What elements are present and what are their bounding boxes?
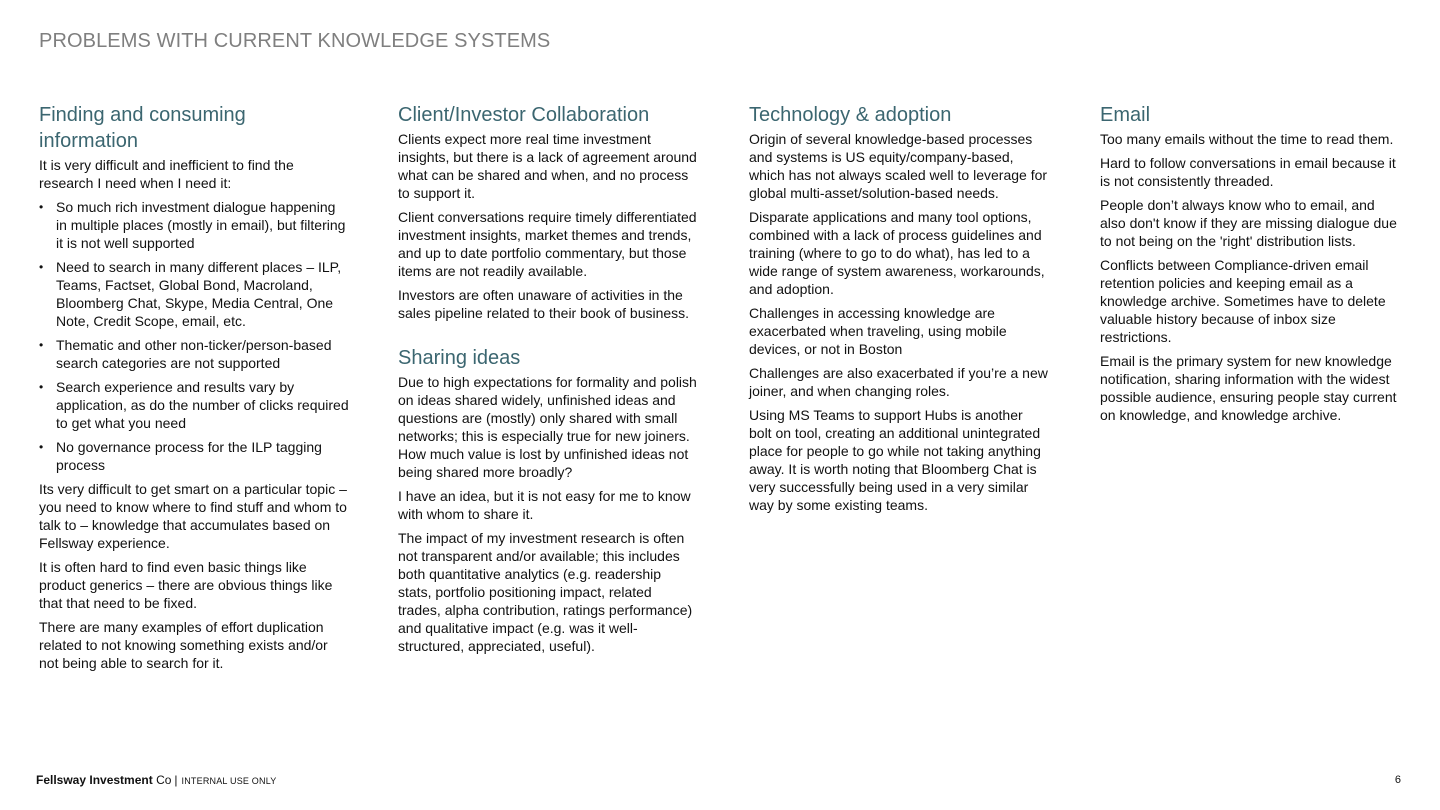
technology-paragraph: Challenges in accessing knowledge are exacerbated when traveling, using mobile devices, or not in Boston — [749, 305, 1007, 357]
footer-brand-suffix: Co — [156, 773, 172, 787]
finding-paragraph: It is often hard to find even basic things like product generics – there are obvious things like that that need to be fixed. — [39, 559, 333, 611]
sharing-paragraph: Due to high expectations for formality and polish on ideas shared widely, unfinished ideas and questions are (mostly) only shared with small networks; this is especially true for new joiners. How much value is lost by unfinished ideas not being shared more broadly? — [398, 374, 697, 480]
bullet-item — [39, 336, 349, 372]
slide-title: PROBLEMS WITH CURRENT KNOWLEDGE SYSTEMS — [39, 30, 551, 52]
email-paragraph: Too many emails without the time to read them. — [1100, 131, 1394, 147]
finding-bullet-list — [39, 198, 349, 474]
technology-paragraph: Origin of several knowledge-based processes and systems is US equity/company-based, which has not always scaled well to leverage for global multi-asset/solution-based needs. — [749, 131, 1048, 201]
collaboration-paragraph: Client conversations require timely differentiated investment insights, market themes and trends, and up to date portfolio commentary, but those items are not readily available. — [398, 209, 697, 279]
column-technology-adoption — [749, 102, 1049, 520]
heading-finding-information: Finding and consuming information — [39, 104, 246, 152]
bullet-item — [39, 378, 349, 432]
sharing-paragraph: The impact of my investment research is often not transparent and/or available; this includes both quantitative analytics (e.g. readership stats, portfolio positioning impact, related trades, alpha contribution, ratings performance) and qualitative impact (e.g. was it well-structured, appreciated, useful). — [398, 530, 693, 654]
column-finding-information — [39, 102, 349, 678]
bullet-dot-icon: • — [39, 338, 44, 352]
footer-separator: | — [174, 773, 178, 787]
heading-client-investor-collaboration: Client/Investor Collaboration — [398, 104, 650, 126]
column-email — [1100, 102, 1400, 430]
footer-brand-name: Fellsway Investment — [36, 773, 153, 787]
heading-sharing-ideas: Sharing ideas — [398, 347, 521, 369]
page-number: 6 — [1394, 774, 1401, 786]
heading-email: Email — [1100, 104, 1151, 126]
bullet-text: So much rich investment dialogue happening in multiple places (mostly in email), but filtering it is not well supported — [56, 199, 346, 251]
column-collaboration-sharing — [398, 102, 698, 661]
bullet-item — [39, 438, 349, 474]
sharing-paragraph: I have an idea, but it is not easy for me to know with whom to share it. — [398, 488, 691, 522]
email-paragraph: People don’t always know who to email, and also don't know if they are missing dialogue due to not being on the 'right' distribution lists. — [1100, 197, 1397, 249]
email-paragraph: Email is the primary system for new knowledge notification, sharing information with the widest possible audience, ensuring people stay current on knowledge, and knowledge archive. — [1100, 353, 1397, 423]
heading-technology-adoption: Technology & adoption — [749, 104, 952, 126]
finding-paragraph: There are many examples of effort duplication related to not knowing something exists and/or not being able to search for it. — [39, 619, 328, 671]
bullet-dot-icon: • — [39, 440, 44, 454]
bullet-text: Thematic and other non-ticker/person-based search categories are not supported — [56, 337, 332, 371]
bullet-dot-icon: • — [39, 380, 44, 394]
technology-paragraph: Using MS Teams to support Hubs is another bolt on tool, creating an additional unintegrated place for people to go while not taking anything away. It is worth noting that Bloomberg Chat is very successfully being used in a very similar way by some existing teams. — [749, 407, 1041, 513]
finding-paragraph: Its very difficult to get smart on a particular topic – you need to know where to find stuff and whom to talk to – knowledge that accumulates based on Fellsway experience. — [39, 481, 347, 551]
bullet-text: No governance process for the ILP tagging process — [56, 439, 322, 473]
email-paragraph: Hard to follow conversations in email because it is not consistently threaded. — [1100, 155, 1396, 189]
bullet-dot-icon: • — [39, 260, 44, 274]
footer — [36, 772, 276, 789]
technology-paragraph: Disparate applications and many tool options, combined with a lack of process guidelines and training (where to go to do what), has led to a wide range of system awareness, workarounds, and adoption. — [749, 209, 1045, 297]
finding-intro: It is very difficult and inefficient to find the research I need when I need it: — [39, 157, 294, 191]
footer-classification: INTERNAL USE ONLY — [181, 776, 277, 786]
bullet-item — [39, 198, 349, 252]
bullet-text: Need to search in many different places – ILP, Teams, Factset, Global Bond, Macroland, Bloomberg Chat, Skype, Media Central, One Note, Credit Scope, email, etc. — [56, 259, 342, 329]
technology-paragraph: Challenges are also exacerbated if you’re a new joiner, and when changing roles. — [749, 365, 1048, 399]
collaboration-paragraph: Investors are often unaware of activities in the sales pipeline related to their book of business. — [398, 287, 690, 321]
bullet-dot-icon: • — [39, 200, 44, 214]
email-paragraph: Conflicts between Compliance-driven email retention policies and keeping email as a knowledge archive. Sometimes have to delete valuable history because of inbox size restrictions. — [1100, 257, 1386, 345]
bullet-text: Search experience and results vary by application, as do the number of clicks required to get what you need — [56, 379, 349, 431]
bullet-item — [39, 258, 349, 330]
collaboration-paragraph: Clients expect more real time investment insights, but there is a lack of agreement around what can be shared and when, and no process to support it. — [398, 131, 697, 201]
